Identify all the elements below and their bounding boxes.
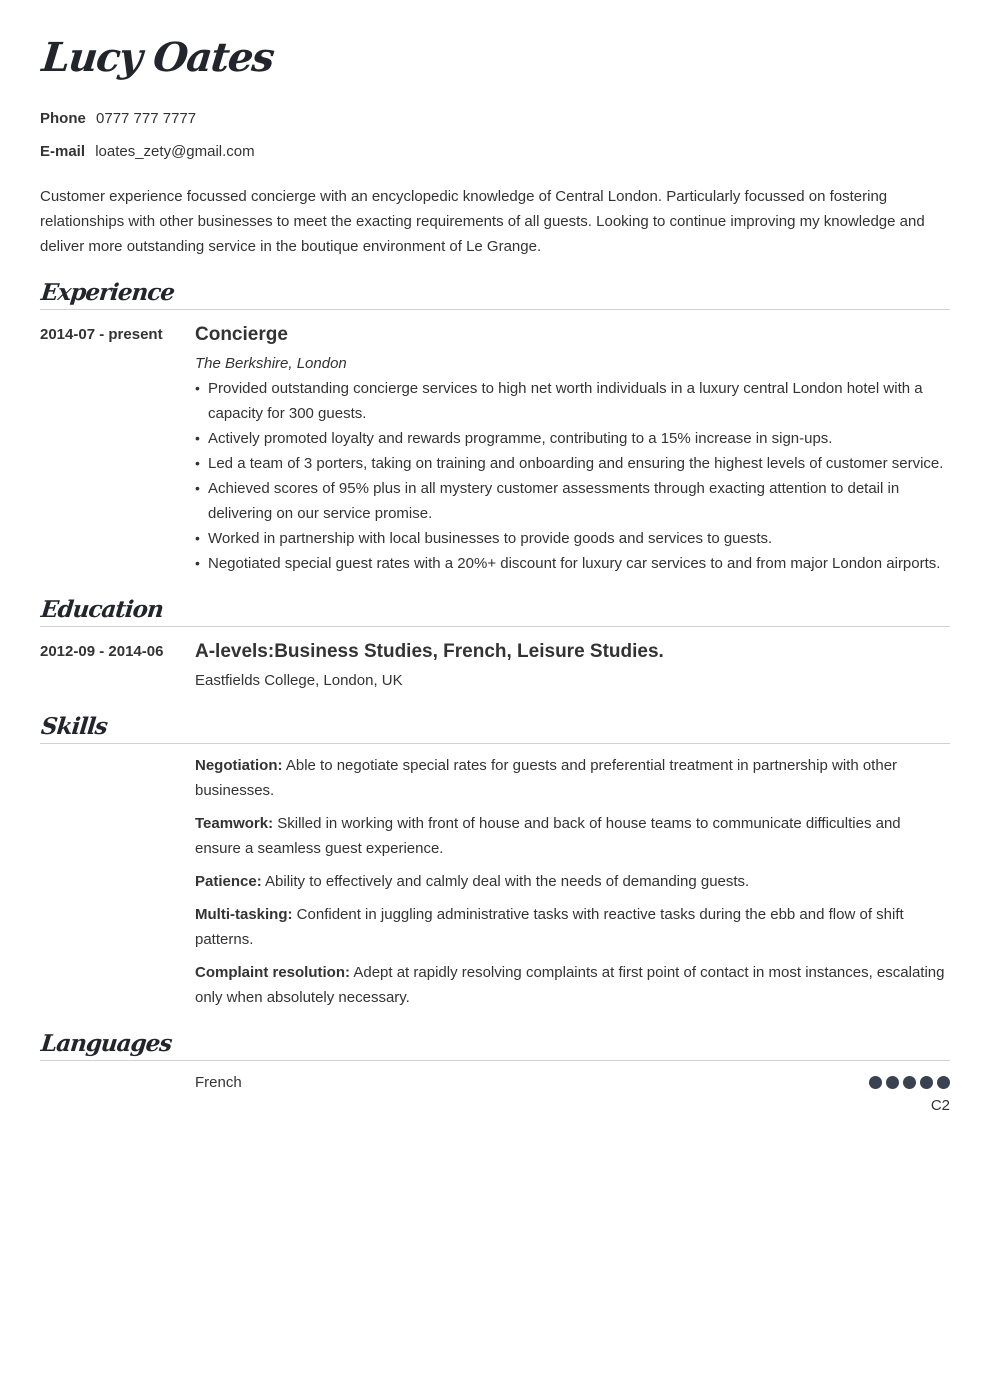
skills-heading: Skills (39, 713, 109, 740)
skill-name: Complaint resolution: (195, 964, 350, 981)
skill-item (195, 869, 950, 894)
skill-item (195, 960, 950, 1010)
skill-item (195, 811, 950, 861)
profile-summary: Customer experience focussed concierge with an encyclopedic knowledge of Central London. Particularly focussed on fostering relationships with other businesses to meet the exacting requirements of all guests. Looking to continue improving my knowledge and deliver more outstanding service in the boutique environment of Le Grange. (40, 188, 925, 255)
list-item: • Provided outstanding concierge services to high net worth individuals in a luxury central London hotel with a capacity for 300 guests. (195, 376, 950, 426)
candidate-name: Lucy Oates (39, 34, 276, 81)
skill-item (195, 753, 950, 803)
list-item: • Actively promoted loyalty and rewards programme, contributing to a 15% increase in sign-ups. (195, 426, 950, 451)
skill-name: Negotiation: (195, 757, 283, 774)
list-item: • Worked in partnership with local businesses to provide goods and services to guests. (195, 526, 950, 551)
list-item: • Achieved scores of 95% plus in all mystery customer assessments through exacting attention to detail in delivering on our service promise. (195, 476, 950, 526)
education-heading: Education (39, 596, 165, 623)
skills-list (195, 753, 950, 1018)
skill-name: Teamwork: (195, 815, 274, 832)
skill-name: Patience: (195, 873, 262, 890)
education-section-heading (40, 591, 950, 627)
education-date: 2012-09 - 2014-06 (40, 643, 164, 660)
list-item: • Negotiated special guest rates with a 20%+ discount for luxury car services to and from major London airports. (195, 551, 950, 576)
skill-item (195, 902, 950, 952)
degree-title: A-levels:Business Studies, French, Leisure Studies. (195, 641, 664, 662)
skills-section-heading (40, 708, 950, 744)
phone-label: Phone (40, 110, 86, 127)
skill-description: Confident in juggling administrative tasks with reactive tasks during the ebb and flow of shift patterns. (195, 906, 904, 948)
phone-row (40, 109, 196, 129)
languages-section-heading (40, 1025, 950, 1061)
email-row (40, 142, 255, 162)
rating-dot (920, 1076, 933, 1089)
skill-name: Multi-tasking: (195, 906, 293, 923)
email-value: loates_zety@gmail.com (95, 143, 255, 160)
phone-value: 0777 777 7777 (96, 110, 197, 127)
experience-date: 2014-07 - present (40, 326, 163, 343)
skill-description: Adept at rapidly resolving complaints at first point of contact in most instances, escalating only when absolutely necessary. (195, 964, 945, 1006)
job-title: Concierge (195, 324, 288, 345)
skill-description: Ability to effectively and calmly deal with the needs of demanding guests. (265, 873, 750, 890)
email-label: E-mail (40, 143, 86, 160)
list-item: • Led a team of 3 porters, taking on training and onboarding and ensuring the highest levels of customer service. (195, 451, 950, 476)
skill-description: Able to negotiate special rates for guests and preferential treatment in partnership with other businesses. (195, 757, 898, 799)
skill-description: Skilled in working with front of house and back of house teams to communicate difficulties and ensure a seamless guest experience. (195, 815, 901, 857)
experience-bullets (195, 376, 950, 576)
school-name: Eastfields College, London, UK (195, 672, 403, 689)
rating-dot (937, 1076, 950, 1089)
company-name: The Berkshire, London (195, 355, 347, 372)
language-name: French (195, 1074, 242, 1091)
experience-heading: Experience (39, 279, 176, 306)
rating-dot (886, 1076, 899, 1089)
language-rating (869, 1076, 950, 1089)
rating-dot (903, 1076, 916, 1089)
languages-heading: Languages (39, 1030, 173, 1057)
rating-dot (869, 1076, 882, 1089)
language-level: C2 (930, 1097, 950, 1114)
experience-section-heading (40, 274, 950, 310)
